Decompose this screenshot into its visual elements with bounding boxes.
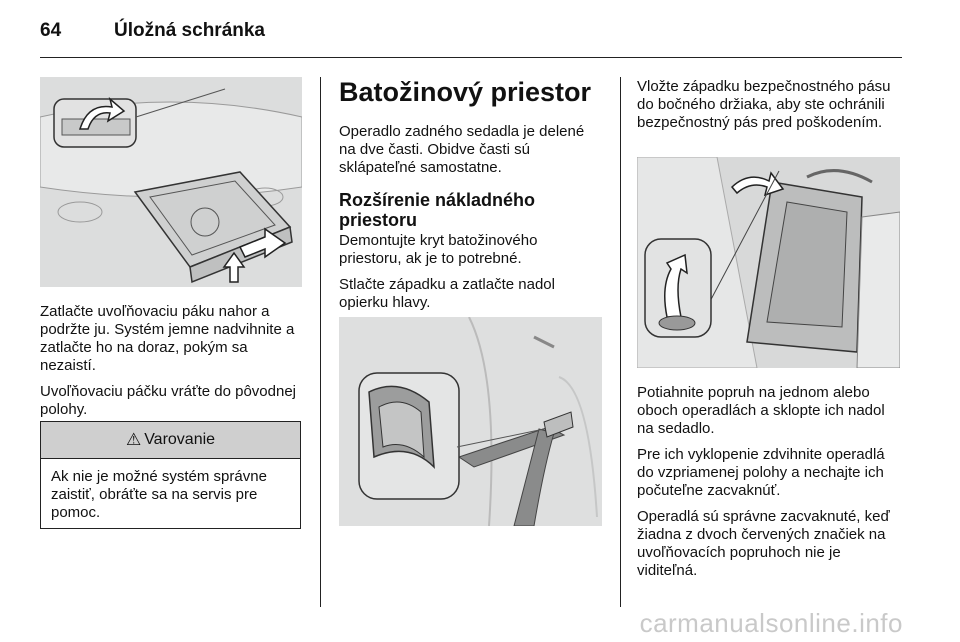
section-intro: Operadlo zadného sedadla je delené na dve časti. Obidve časti sú sklápateľné samostatne. — [339, 123, 585, 176]
col1-text — [40, 303, 306, 427]
warning-text: Ak nie je možné systém správne zaistiť, obráťte sa na servis pre pomoc. — [51, 468, 267, 521]
paragraph: Stlačte západku a zatlačte nadol opierku hlavy. — [339, 276, 555, 311]
headrest-belt-illustration — [339, 317, 602, 526]
warning-header — [41, 422, 300, 459]
col3-intro: Vložte západku bezpečnostného pásu do bočného držiaka, aby ste ochránili bezpečnostný pás pred poškodením. — [637, 78, 891, 131]
subsection-heading: Rozšírenie nákladného priestoru — [339, 190, 536, 230]
storage-drawer-illustration — [40, 77, 302, 287]
paragraph: Uvoľňovaciu páčku vráťte do pôvodnej polohy. — [40, 383, 296, 418]
warning-title: Varovanie — [144, 431, 216, 448]
column-divider — [620, 77, 621, 607]
paragraph: Pre ich vyklopenie zdvihnite operadlá do vzpriamenej polohy a nechajte ich počuteľne zacvaknúť. — [637, 446, 885, 499]
page-title: Úložná schránka — [114, 20, 265, 41]
section-heading: Batožinový priestor — [339, 77, 592, 107]
column-divider — [320, 77, 321, 607]
page-header — [40, 20, 265, 42]
col3-text — [637, 384, 905, 588]
seatback-fold-illustration — [637, 157, 900, 368]
paragraph: Potiahnite popruh na jednom alebo oboch operadlách a sklopte ich nadol na sedadlo. — [637, 384, 885, 437]
paragraph: Operadlá sú správne zacvaknuté, keď žiadna z dvoch červených značiek na uvoľňovacích popruhoch nie je viditeľná. — [637, 508, 890, 579]
watermark: carmanualsonline.info — [639, 608, 903, 638]
page-number: 64 — [40, 20, 62, 41]
paragraph: Demontujte kryt batožinového priestoru, ak je to potrebné. — [339, 232, 538, 267]
warning-box — [40, 421, 301, 529]
warning-triangle-icon: ⚠ — [125, 430, 142, 449]
paragraph: Zatlačte uvoľňovaciu páku nahor a podržte ju. Systém jemne nadvihnite a zatlačte ho na doraz, pokým sa nezaistí. — [40, 303, 295, 374]
header-rule — [40, 57, 902, 58]
col2-text — [339, 232, 601, 320]
